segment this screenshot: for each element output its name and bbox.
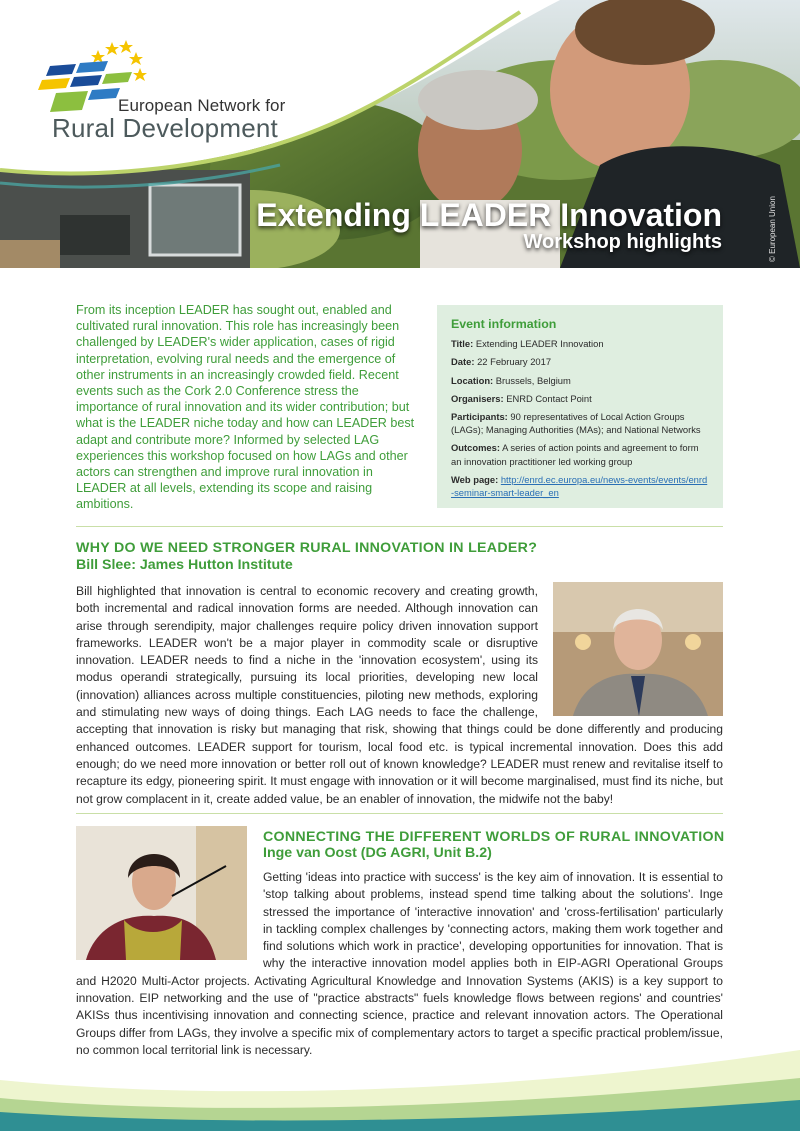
- event-webpage-link[interactable]: http://enrd.ec.europa.eu/news-events/events/enrd-seminar-smart-leader_en: [451, 473, 708, 499]
- event-webpage-row: [451, 473, 709, 499]
- section2-body: Getting 'ideas into practice with success' is the key aim of innovation. It is essential to 'stop talking about problems, instead spend time talking about the solutions'. Inge stressed the importance of 'interactive innovation' and 'cross-fertilisation' particularly in tackling complex challenges by 'connecting actors, making them work together and find solutions which work in practice', developing opportunities for innovation. That is why the interactive innovation model applies both in EIP-AGRI Operational Groups and H2020 Multi-Actor projects. Activating Agricultural Knowledge and Innovation Systems (AKIS) is a key support to innovation. EIP networking and the use of "practice abstracts" fuels knowledge flows between regions' and countries' AKISs thus incentivising innovation and connecting science, practice and relevant innovation actors. The Operational Groups differ from LAGs, they involve a specific mix of complementary actors to target a specific practical problem/issue, no common local territorial link is necessary.: [76, 870, 723, 1057]
- event-title-label: Title:: [451, 338, 474, 350]
- photo-float-spacer: [76, 869, 263, 969]
- footer-wave: [0, 1040, 800, 1131]
- event-title-value: Extending LEADER Innovation: [475, 338, 604, 350]
- intro-paragraph: From its inception LEADER has sought out, enabled and cultivated rural innovation. This role has increasingly been challenged by LEADER's wider application, cases of rigid interpretation, evolving rural needs and the emergence of other instruments in an increasingly crowded field. Recent events such as the Cork 2.0 Conference stress the importance of rural innovation and its wider contribution; but what is the LEADER niche today and how can LEADER best adapt and contribute more? Informed by selected LAG experiences this workshop focused on how LAGs and other actors can strengthen and improve rural innovation in LEADER at all levels, extending its scope and raising ambitions.: [76, 303, 415, 512]
- photo-float-spacer: [538, 583, 723, 721]
- event-organisers-value: ENRD Contact Point: [506, 392, 592, 404]
- event-info-box: [437, 305, 723, 508]
- event-outcomes-row: [451, 441, 709, 467]
- event-location-label: Location:: [451, 374, 494, 386]
- section1-body: Bill highlighted that innovation is central to economic recovery and creating growth, both incremental and radical innovation forms are needed. Although innovation can arise through serendipity, major challenges require policy driven innovation support frameworks. LEADER won't be a major player in commodity scale or disruptive innovation. LEADER needs to find a niche in the 'innovation ecosystem', using its modus operandi strategically, pursuing its local priorities, developing new local (innovation) alliances across multiple constituencies, piloting new methods, exploring and stimulating new ways of doing things. Each LAG needs to face the challenge, accepting that innovation is risky but managing that risk, showing that things could be done differently and producing enhanced outcomes. LEADER support for tourism, local food etc. is typical incremental innovation. Does this add enough; do we need more innovation or better roll out of known knowledge? LEADER must renew and revitalise itself to recapture its edgy, pioneering spirit. It must engage with innovation or it will become marginalised, must find its niche, but not grow complacent in it, create added value, be an enabler of innovation, the midwife not the baby!: [76, 584, 723, 806]
- event-participants-label: Participants:: [451, 411, 508, 423]
- org-name-line1: European Network for: [118, 96, 286, 115]
- section2-title: CONNECTING THE DIFFERENT WORLDS OF RURAL INNOVATION: [263, 829, 725, 845]
- event-title-row: [451, 337, 709, 350]
- event-info-heading: Event information: [451, 317, 557, 331]
- section1-body-part: [76, 583, 723, 808]
- event-date-value: 22 February 2017: [477, 356, 552, 368]
- photo-credit: © European Union: [768, 196, 777, 262]
- event-outcomes-label: Outcomes:: [451, 442, 500, 454]
- section1-speaker: Bill Slee: James Hutton Institute: [76, 557, 293, 573]
- event-location-value: Brussels, Belgium: [495, 374, 571, 386]
- section1-title: WHY DO WE NEED STRONGER RURAL INNOVATION IN LEADER?: [76, 540, 538, 556]
- event-participants-row: [451, 410, 709, 436]
- section2-body-wrap: [76, 869, 723, 1059]
- event-webpage-label: Web page:: [451, 473, 499, 485]
- event-participants-value: 90 representatives of Local Action Groups (LAGs); Managing Authorities (MAs); and National Networks: [451, 411, 701, 436]
- page-title: Extending LEADER Innovation: [256, 197, 722, 233]
- event-location-row: [451, 374, 709, 387]
- org-name-line2: Rural Development: [52, 113, 278, 143]
- divider: [76, 813, 723, 814]
- divider: [76, 526, 723, 527]
- header-banner: [0, 0, 800, 268]
- page-subtitle: Workshop highlights: [523, 231, 722, 253]
- section2-speaker: Inge van Oost (DG AGRI, Unit B.2): [263, 845, 492, 861]
- event-date-row: [451, 355, 709, 368]
- event-date-label: Date:: [451, 356, 475, 368]
- event-organisers-label: Organisers:: [451, 392, 504, 404]
- event-outcomes-value: A series of action points and agreement to form an innovation practitioner led working group: [451, 442, 699, 467]
- event-organisers-row: [451, 392, 709, 405]
